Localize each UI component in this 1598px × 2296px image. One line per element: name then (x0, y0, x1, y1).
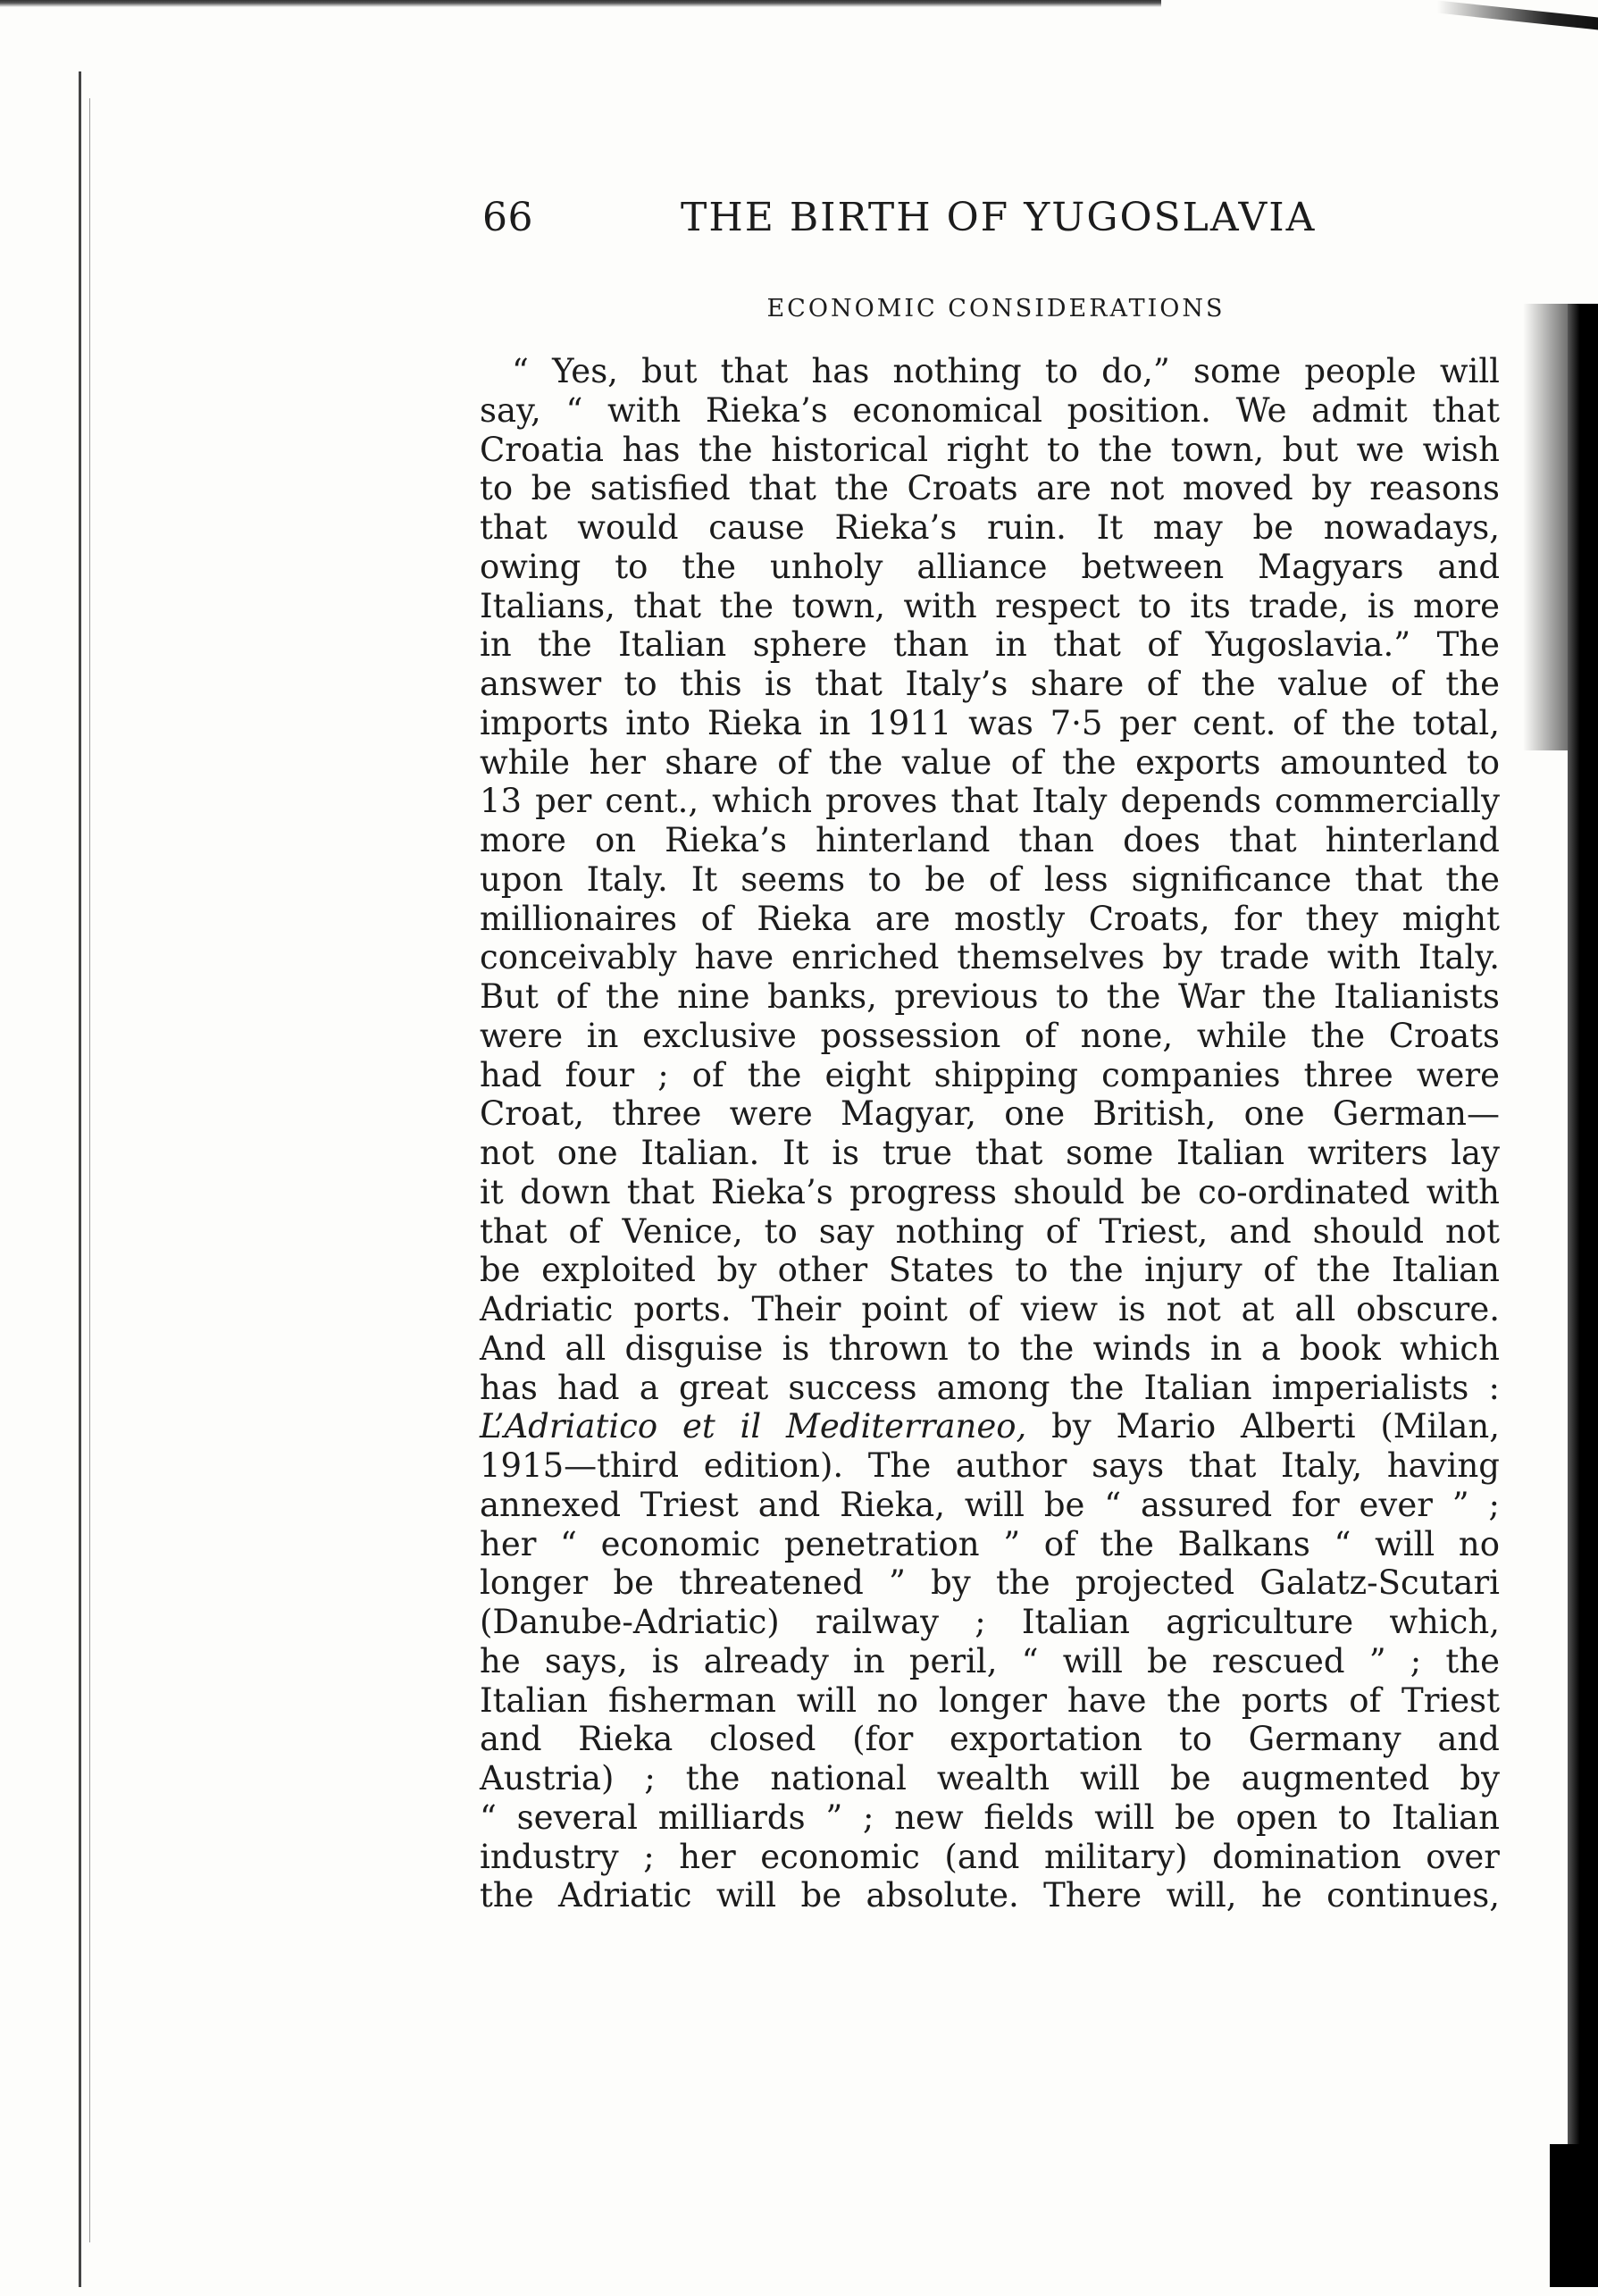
section-heading: ECONOMIC CONSIDERATIONS (766, 295, 1226, 323)
text-line: industry ; her economic (and military) domination over (480, 1837, 1500, 1876)
text-line: has had a great success among the Italian imperialists : (480, 1368, 1500, 1407)
scan-edge-top-right (1437, 1, 1598, 30)
running-title: THE BIRTH OF YUGOSLAVIA (681, 195, 1317, 240)
text-line: conceivably have enriched themselves by trade with Italy. (480, 938, 1500, 977)
text-line: answer to this is that Italy’s share of the value of the (480, 665, 1500, 703)
running-head (482, 195, 1376, 248)
text-line: the Adriatic will be absolute. There will, he continues, (480, 1876, 1500, 1915)
text-line: Adriatic ports. Their point of view is not at all obscure. (480, 1290, 1500, 1328)
text-line: be exploited by other States to the injury of the Italian (480, 1251, 1500, 1290)
scan-edge-top (0, 0, 1161, 7)
scan-edge-left (79, 71, 81, 2287)
scan-edge-right (1568, 304, 1598, 2287)
text-line: And all disguise is thrown to the winds in a book which (480, 1328, 1500, 1368)
text-line: upon Italy. It seems to be of less significance that the (480, 859, 1500, 899)
text-line: longer be threatened ” by the projected Galatz-Scutari (480, 1563, 1500, 1603)
text-line: were in exclusive possession of none, while the Croats (480, 1016, 1500, 1055)
scan-edge-right-shadow (1523, 304, 1568, 750)
text-line: in the Italian sphere than in that of Yugoslavia.” The (480, 625, 1500, 665)
text-line: he says, is already in peril, “ will be rescued ” ; the (480, 1641, 1500, 1680)
text-line: “ Yes, but that has nothing to do,” some people will (512, 352, 1500, 390)
text-line: her “ economic penetration ” of the Balkans “ will no (480, 1524, 1500, 1563)
text-line: Croatia has the historical right to the town, but we wish (480, 430, 1500, 469)
scan-edge-right-bottom (1550, 2144, 1585, 2287)
text-line: Croat, three were Magyar, one British, one German— (480, 1094, 1500, 1134)
text-line: more on Rieka’s hinterland than does that hinterland (480, 821, 1500, 859)
text-line: that would cause Rieka’s ruin. It may be nowadays, (480, 508, 1500, 547)
text-line: 13 per cent., which proves that Italy depends commercially (480, 782, 1500, 821)
scan-edge-left-faint (89, 98, 90, 2242)
text-line: that of Venice, to say nothing of Triest, and should not (480, 1211, 1500, 1251)
text-line: imports into Rieka in 1911 was 7·5 per cent. of the total, (480, 703, 1500, 742)
text-line: annexed Triest and Rieka, will be “ assured for ever ” ; (480, 1485, 1500, 1524)
text-line: “ several milliards ” ; new fields will be open to Italian (480, 1797, 1500, 1837)
text-line: But of the nine banks, previous to the War the Italianists (480, 977, 1500, 1016)
text-line: had four ; of the eight shipping companies three were (480, 1055, 1500, 1094)
text-fragment: by Mario Alberti (Milan, (1026, 1407, 1500, 1446)
text-line: and Rieka closed (for exportation to Germany and (480, 1720, 1500, 1759)
text-line: to be satisfied that the Croats are not moved by reasons (480, 469, 1500, 508)
text-line: millionaires of Rieka are mostly Croats, for they might (480, 899, 1500, 938)
text-line-book-title (480, 1407, 1500, 1446)
text-line: say, “ with Rieka’s economical position. We admit that (480, 390, 1500, 430)
text-line: Italian fisherman will no longer have the ports of Triest (480, 1680, 1500, 1720)
text-line: Austria) ; the national wealth will be augmented by (480, 1759, 1500, 1797)
text-line: owing to the unholy alliance between Magyars and (480, 547, 1500, 586)
text-line: (Danube-Adriatic) railway ; Italian agriculture which, (480, 1603, 1500, 1641)
text-line: while her share of the value of the exports amounted to (480, 742, 1500, 782)
text-line: not one Italian. It is true that some Italian writers lay (480, 1134, 1500, 1172)
text-line: Italians, that the town, with respect to its trade, is more (480, 586, 1500, 625)
page-number: 66 (482, 195, 533, 240)
body-text (480, 352, 1500, 1915)
book-title: L’Adriatico et il Mediterraneo, (480, 1407, 1027, 1446)
text-line: 1915—third edition). The author says that Italy, having (480, 1446, 1500, 1485)
text-line: it down that Rieka’s progress should be co-ordinated with (480, 1172, 1500, 1211)
